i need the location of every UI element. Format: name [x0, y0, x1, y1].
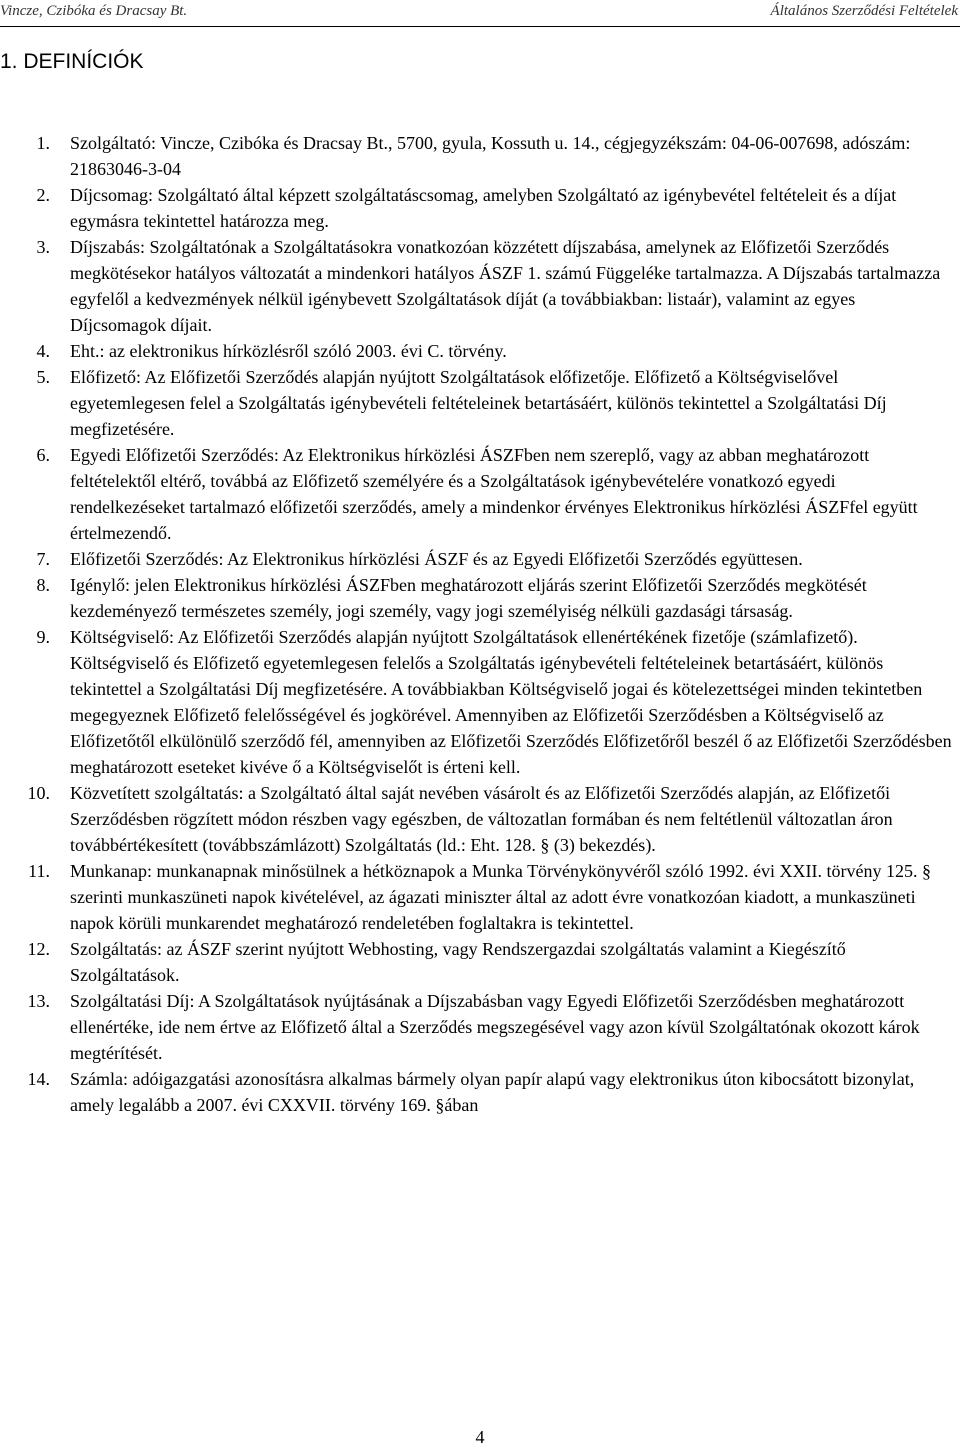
definition-text: Eht.: az elektronikus hírközlésről szóló 2003. évi C. törvény.	[70, 341, 507, 361]
definition-number: 1.	[36, 133, 50, 153]
definition-number: 8.	[36, 575, 50, 595]
page-number: 4	[475, 1427, 485, 1447]
definition-item	[0, 442, 955, 546]
definition-text: Költségviselő: Az Előfizetői Szerződés alapján nyújtott Szolgáltatások ellenértékének fizetője (számlafizető). Költségviselő és Előfizető egyetemlegesen felelős a Szolgáltatás igénybevételi feltételeinek betartásáért, különös tekintettel a Szolgáltatási Díj megfizetésére. A továbbiakban Költségviselő jogai és kötelezettségei minden tekintetben megegyeznek Előfizető felelősségével és jogkörével. Amennyiben az Előfizetői Szerződésben a Költségviselő az Előfizetőtől elkülönülő szerződő fél, amennyiben az Előfizetői Szerződés Előfizetőről beszél ő az Előfizetői Szerződésben meghatározott eseteket kivéve ő a Költségviselőt is érteni kell.	[70, 627, 952, 777]
definition-text: Közvetített szolgáltatás: a Szolgáltató által saját nevében vásárolt és az Előfizetői Szerződés alapján, az Előfizetői Szerződésben rögzített módon részben vagy egészben, de változatlan formában és nem feltétlenül változatlan áron továbbértékesített (továbbszámlázott) Szolgáltatás (ld.: Eht. 128. § (3) bekezdés).	[70, 783, 893, 855]
definition-number: 7.	[36, 549, 50, 569]
definition-text: Szolgáltató: Vincze, Czibóka és Dracsay Bt., 5700, gyula, Kossuth u. 14., cégjegyzékszám: 04-06-007698, adószám: 21863046-3-04	[70, 133, 911, 179]
header-divider	[0, 26, 960, 27]
definition-text: Díjszabás: Szolgáltatónak a Szolgáltatásokra vonatkozóan közzétett díjszabása, amelynek az Előfizetői Szerződés megkötésekor hatályos változatát a mindenkori hatályos ÁSZF 1. számú Függeléke tartalmazza. A Díjszabás tartalmazza egyfelől a kedvezmények nélkül igénybevett Szolgáltatások díját (a továbbiakban: listaár), valamint az egyes Díjcsomagok díjait.	[70, 237, 941, 335]
definition-number: 5.	[36, 367, 50, 387]
definition-item	[0, 1066, 955, 1118]
definition-item	[0, 364, 955, 442]
definition-number: 13.	[27, 991, 50, 1011]
header-company-name: Vincze, Czibóka és Dracsay Bt.	[0, 3, 188, 19]
definition-text: Előfizetői Szerződés: Az Elektronikus hírközlési ÁSZF és az Egyedi Előfizetői Szerződés együttesen.	[70, 549, 803, 569]
definition-item	[0, 780, 955, 858]
section-heading: 1. DEFINÍCIÓK	[0, 50, 144, 73]
definition-text: Számla: adóigazgatási azonosításra alkalmas bármely olyan papír alapú vagy elektronikus úton kibocsátott bizonylat, amely legalább a 2007. évi CXXVII. törvény 169. §ában	[70, 1069, 915, 1115]
definition-item	[0, 624, 955, 780]
definition-text: Egyedi Előfizetői Szerződés: Az Elektronikus hírközlési ÁSZFben nem szereplő, vagy az abban meghatározott feltételektől eltérő, továbbá az Előfizető személyére és a Szolgáltatások igénybevételére vonatkozó egyedi rendelkezéseket tartalmazó előfizetői szerződés, amely a mindenkor érvényes Elektronikus hírközlési ÁSZFfel együtt értelmezendő.	[70, 445, 918, 543]
definition-item	[0, 936, 955, 988]
definition-text: Igénylő: jelen Elektronikus hírközlési ÁSZFben meghatározott eljárás szerint Előfizetői Szerződés megkötését kezdeményező természetes személy, jogi személy, vagy jogi személyiség nélküli gazdasági társaság.	[70, 575, 867, 621]
definition-number: 2.	[36, 185, 50, 205]
definition-number: 12.	[27, 939, 50, 959]
definition-number: 10.	[27, 783, 50, 803]
definition-number: 6.	[36, 445, 50, 465]
definition-number: 3.	[36, 237, 50, 257]
definition-text: Szolgáltatási Díj: A Szolgáltatások nyújtásának a Díjszabásban vagy Egyedi Előfizetői Szerződésben meghatározott ellenértéke, ide nem értve az Előfizető által a Szerződés megszegésével vagy azon kívül Szolgáltatónak okozott károk megtérítését.	[70, 991, 920, 1063]
definition-item	[0, 858, 955, 936]
definition-number: 9.	[36, 627, 50, 647]
definition-item	[0, 234, 955, 338]
definitions-list	[0, 130, 955, 1118]
definition-item	[0, 182, 955, 234]
definition-item	[0, 572, 955, 624]
definition-item	[0, 988, 955, 1066]
definition-number: 11.	[28, 861, 50, 881]
definition-text: Szolgáltatás: az ÁSZF szerint nyújtott Webhosting, vagy Rendszergazdai szolgáltatás valamint a Kiegészítő Szolgáltatások.	[70, 939, 846, 985]
definition-number: 14.	[27, 1069, 50, 1089]
definition-text: Munkanap: munkanapnak minősülnek a hétköznapok a Munka Törvénykönyvéről szóló 1992. évi XXII. törvény 125. § szerinti munkaszüneti napok kivételével, az ágazati miniszter által az adott évre vonatkozóan kiadott, a munkaszüneti napok körüli munkarendet meghatározó rendeletében foglaltakra is tekintettel.	[70, 861, 931, 933]
header-document-title: Általános Szerződési Feltételek	[770, 3, 958, 19]
definition-item	[0, 338, 955, 364]
definition-text: Díjcsomag: Szolgáltató által képzett szolgáltatáscsomag, amelyben Szolgáltató az igénybevétel feltételeit és a díjat egymásra tekintettel határozza meg.	[70, 185, 897, 231]
definition-text: Előfizető: Az Előfizetői Szerződés alapján nyújtott Szolgáltatások előfizetője. Előfizető a Költségviselővel egyetemlegesen felel a Szolgáltatás igénybevételi feltételeinek betartásáért, különös tekintettel a Szolgáltatási Díj megfizetésére.	[70, 367, 887, 439]
definition-number: 4.	[36, 341, 50, 361]
running-header	[0, 3, 960, 23]
definition-item	[0, 546, 955, 572]
definition-item	[0, 130, 955, 182]
